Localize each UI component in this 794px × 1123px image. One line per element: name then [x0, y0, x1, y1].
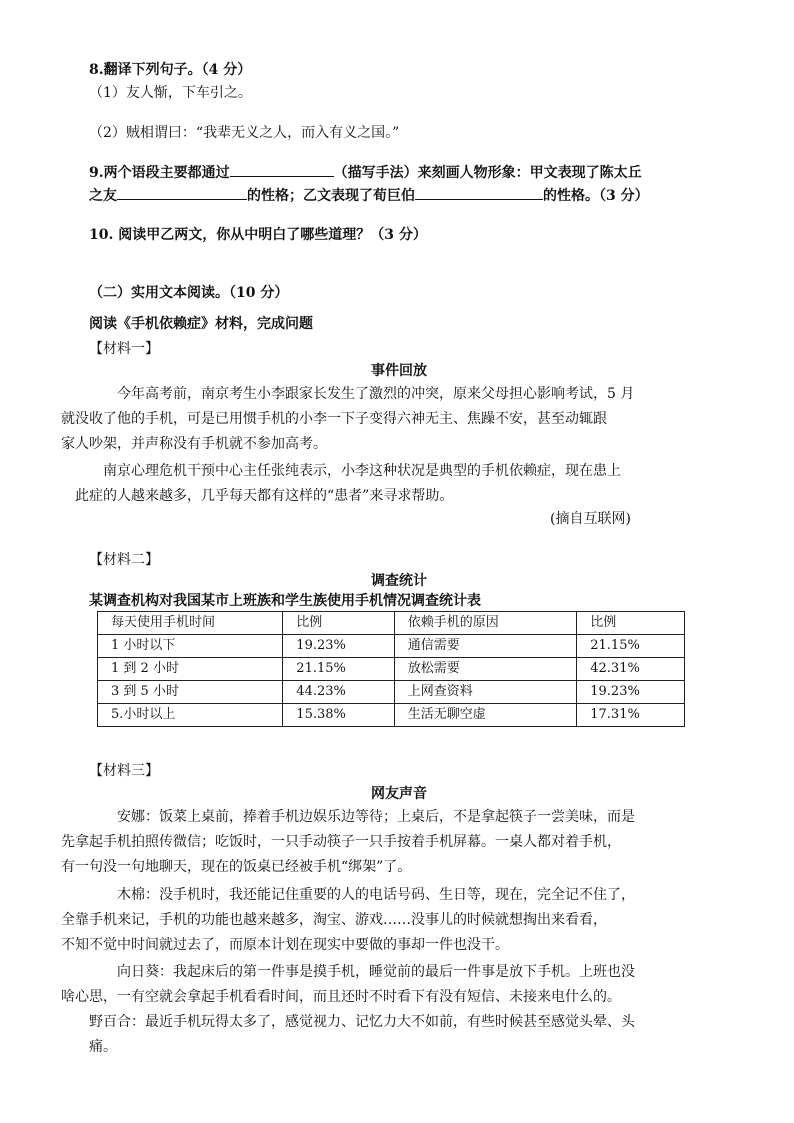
material3-comment-lily [89, 1010, 709, 1060]
q8-sentence-1: （1）友人惭，下车引之。 [89, 85, 252, 101]
comment-anna-line2: 先拿起手机拍照传微信；吃饭时，一只手动筷子一只手按着手机屏幕。一桌人都对着手机， [61, 834, 621, 850]
material1-para2 [75, 459, 709, 509]
table-cell: 生活无聊空虚 [394, 704, 577, 727]
material1-para1-line3: 家人吵架，并声称没有手机就不参加高考。 [61, 436, 327, 452]
q9-blank-2[interactable] [117, 185, 247, 200]
material2-label: 【材料二】 [89, 552, 159, 568]
table-cell: 15.38% [283, 704, 394, 727]
q10-question: 10. 阅读甲乙两文，你从中明白了哪些道理？（3 分） [89, 227, 427, 243]
material1-para1-line2: 就没收了他的手机，可是已用惯手机的小李一下子变得六神无主、焦躁不安，甚至动辄跟 [61, 411, 607, 427]
table-cell: 42.31% [577, 658, 685, 681]
table-cell: 21.15% [577, 635, 685, 658]
table-cell: 放松需要 [394, 658, 577, 681]
comment-anna-line3: 有一句没一句地聊天，现在的饭桌已经被手机“绑架”了。 [61, 859, 412, 875]
q9-blank-1[interactable] [230, 162, 334, 177]
material1-label: 【材料一】 [89, 341, 159, 357]
table-cell: 3 到 5 小时 [98, 681, 283, 704]
comment-lily-line1: 野百合：最近手机玩得太多了，感觉视力、记忆力大不如前，有些时候甚至感觉头晕、头 [89, 1014, 635, 1030]
table-cell: 19.23% [577, 681, 685, 704]
material3-comment-anna [61, 805, 709, 880]
table-header-cell: 比例 [283, 612, 394, 635]
comment-mumian-line3: 不知不觉中时间就过去了，而原本计划在现实中要做的事却一件也没干。 [61, 937, 509, 953]
comment-sunflower-line1: 向日葵：我起床后的第一件事是摸手机，睡觉前的最后一件事是放下手机。上班也没 [117, 964, 635, 980]
table-cell: 上网查资料 [394, 681, 577, 704]
material3-title: 网友声音 [371, 786, 427, 802]
table-row [98, 635, 685, 658]
table-cell: 通信需要 [394, 635, 577, 658]
table-cell: 1 到 2 小时 [98, 658, 283, 681]
table-cell: 17.31% [577, 704, 685, 727]
table-cell: 19.23% [283, 635, 394, 658]
material1-title: 事件回放 [371, 363, 427, 379]
table-row [98, 704, 685, 727]
table-row [98, 681, 685, 704]
q9-blank-3[interactable] [415, 185, 543, 200]
section2-heading: （二）实用文本阅读。（10 分） [89, 285, 289, 301]
table-header-cell: 比例 [577, 612, 685, 635]
table-header-cell: 依赖手机的原因 [394, 612, 577, 635]
q9-part3: 之友 [89, 188, 117, 204]
q8-title: 8.翻译下列句子。（4 分） [89, 62, 252, 78]
table-header-cell: 每天使用手机时间 [98, 612, 283, 635]
material2-title: 调查统计 [371, 573, 427, 589]
survey-table [97, 611, 685, 727]
q9-part5: 的性格。（3 分） [543, 188, 649, 204]
table-row [98, 658, 685, 681]
material3-comment-mumian [61, 883, 709, 958]
material1-para2-line1: 南京心理危机干预中心主任张纯表示，小李这种状况是典型的手机依赖症，现在患上 [103, 463, 621, 479]
comment-mumian-line2: 全靠手机来记，手机的功能也越来越多，淘宝、游戏……没事儿的时候就想掏出来看看， [61, 912, 607, 928]
comment-anna-line1: 安娜：饭菜上桌前，捧着手机边娱乐边等待；上桌后，不是拿起筷子一尝美味，而是 [117, 809, 635, 825]
q8-sentence-2: （2）贼相谓曰：“我辈无义之人，而入有义之国。” [89, 125, 400, 141]
table-cell: 21.15% [283, 658, 394, 681]
material1-para2-line2: 此症的人越来越多，几乎每天都有这样的“患者”来寻求帮助。 [75, 488, 454, 504]
q9-part2: （描写手法）来刻画人物形象：甲文表现了陈太丘 [333, 165, 642, 181]
q9-part1: 9.两个语段主要都通过 [89, 165, 230, 181]
material1-source: (摘自互联网) [550, 511, 631, 527]
section2-instruction: 阅读《手机依赖症》材料，完成问题 [89, 316, 313, 332]
material2-table-caption: 某调查机构对我国某市上班族和学生族使用手机情况调查统计表 [89, 593, 481, 609]
material1-para1-line1: 今年高考前，南京考生小李跟家长发生了激烈的冲突，原来父母担心影响考试，5 月 [117, 386, 635, 402]
table-cell: 44.23% [283, 681, 394, 704]
q9-part4: 的性格；乙文表现了荀巨伯 [247, 188, 415, 204]
comment-lily-line2: 痛。 [89, 1039, 117, 1055]
table-cell: 5.小时以上 [98, 704, 283, 727]
material3-label: 【材料三】 [89, 763, 159, 779]
material3-comment-sunflower [61, 960, 709, 1010]
table-cell: 1 小时以下 [98, 635, 283, 658]
table-header-row [98, 612, 685, 635]
q9-question [89, 162, 709, 208]
comment-sunflower-line2: 啥心思，一有空就会拿起手机看看时间，而且还时不时看下有没有短信、未接来电什么的。 [61, 989, 621, 1005]
material1-para1 [61, 382, 709, 457]
comment-mumian-line1: 木棉：没手机时，我还能记住重要的人的电话号码、生日等，现在，完全记不住了， [117, 887, 635, 903]
